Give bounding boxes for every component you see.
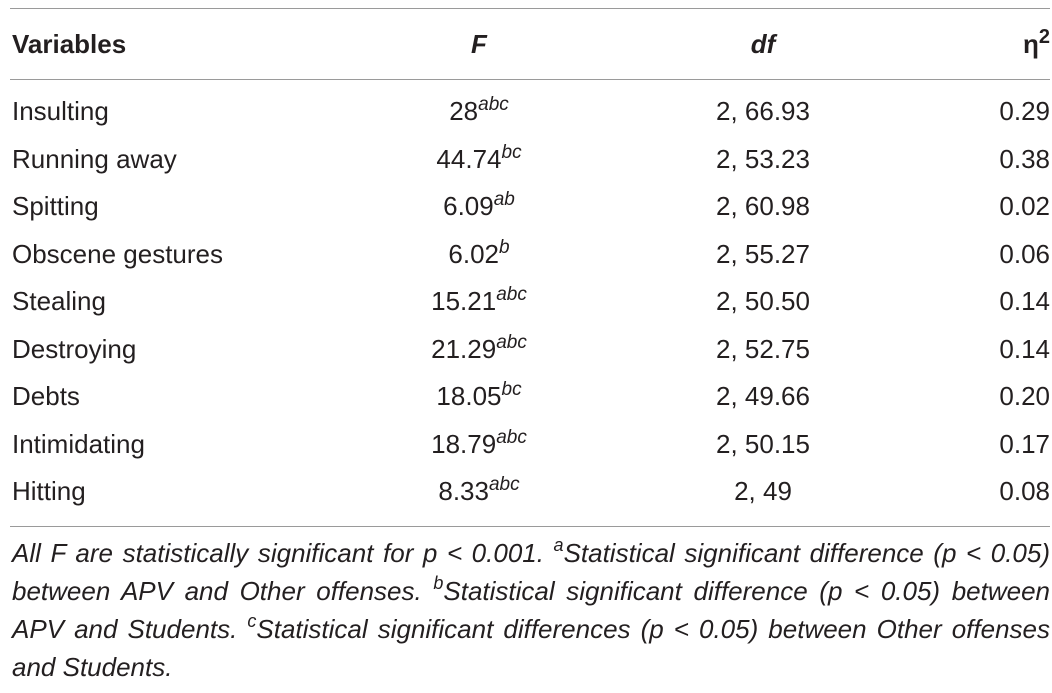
table-row [10,80,1050,136]
f-value: 6.02 [448,238,500,269]
cell-df: 2, 55.27 [716,238,810,269]
f-superscript: abc [496,331,527,353]
cell-f [350,326,608,374]
table-wrapper [10,0,1050,686]
table-row [10,373,1050,421]
cell-df: 2, 50.15 [716,428,810,459]
cell-df: 2, 53.23 [716,143,810,174]
header-df: df [750,29,776,59]
f-value: 21.29 [431,333,497,364]
f-value: 15.21 [431,286,497,316]
cell-f [350,183,608,231]
header-f: F [471,29,487,59]
cell-f [350,278,608,326]
footnote-mark-a: a [553,534,564,555]
table-body [10,80,1050,527]
cell-f [350,373,608,421]
footnote-b-text: Statistical significant difference (p < 0.05) between APV and Students. [12,575,1050,644]
footnote-mark-c: c [247,610,257,631]
f-value: 8.33 [438,476,489,506]
f-value: 28 [449,96,479,126]
cell-eta: 0.14 [999,333,1050,364]
table-row [10,421,1050,469]
cell-eta: 0.17 [999,428,1050,459]
cell-df: 2, 49.66 [716,381,810,411]
table-row [10,326,1050,374]
table-row [10,231,1050,279]
footnote-a-text: Statistical significant difference (p < 0.05) between APV and Other offenses. [12,537,1051,606]
header-eta-symbol: η [1022,29,1039,59]
cell-variable: Stealing [12,286,106,316]
cell-df: 2, 50.50 [716,286,810,316]
table-footnote [12,527,1050,686]
f-superscript: ab [493,189,515,210]
footnote-mark-b: b [433,572,444,593]
table-header [10,9,1050,80]
cell-f [350,231,608,279]
cell-eta: 0.20 [999,381,1050,411]
table-row [10,468,1050,526]
f-value: 18.05 [436,381,502,411]
table-row [10,183,1050,231]
header-eta-superscript: 2 [1038,26,1050,48]
f-superscript: abc [488,474,520,495]
cell-df: 2, 49 [734,476,792,506]
cell-variable: Spitting [12,191,99,221]
header-variables: Variables [12,29,127,59]
f-superscript: bc [501,141,522,163]
footnote-c-text: Statistical significant differences (p < 0.05) between Other offenses and Students. [12,613,1050,682]
cell-eta: 0.38 [999,143,1050,174]
cell-variable: Hitting [12,476,86,506]
f-superscript: abc [478,94,509,115]
cell-variable: Obscene gestures [12,238,224,269]
table-row [10,278,1050,326]
cell-eta: 0.14 [999,286,1050,316]
header-row [10,9,1050,80]
cell-df: 2, 52.75 [716,333,810,364]
cell-variable: Destroying [12,333,137,364]
cell-eta: 0.29 [999,96,1050,126]
cell-variable: Intimidating [12,428,145,459]
f-superscript: b [499,236,510,258]
cell-variable: Insulting [12,96,109,126]
f-value: 18.79 [431,428,497,459]
f-superscript: abc [496,426,527,448]
cell-f [350,468,608,526]
f-value: 44.74 [436,143,502,174]
header-eta-squared [918,9,1050,80]
f-value: 6.09 [443,191,494,221]
cell-df: 2, 60.98 [716,191,810,221]
cell-variable: Debts [12,381,80,411]
cell-variable: Running away [12,143,177,174]
cell-f [350,136,608,184]
cell-f [350,421,608,469]
cell-eta: 0.08 [999,476,1050,506]
table-row [10,136,1050,184]
cell-eta: 0.06 [999,238,1050,269]
results-table [10,9,1050,527]
cell-eta: 0.02 [999,191,1050,221]
f-superscript: abc [496,284,527,305]
cell-df: 2, 66.93 [716,96,810,126]
f-superscript: bc [501,379,522,400]
cell-f [350,80,608,136]
footnote-intro: All F are statistically significant for p < 0.001. [12,537,554,568]
